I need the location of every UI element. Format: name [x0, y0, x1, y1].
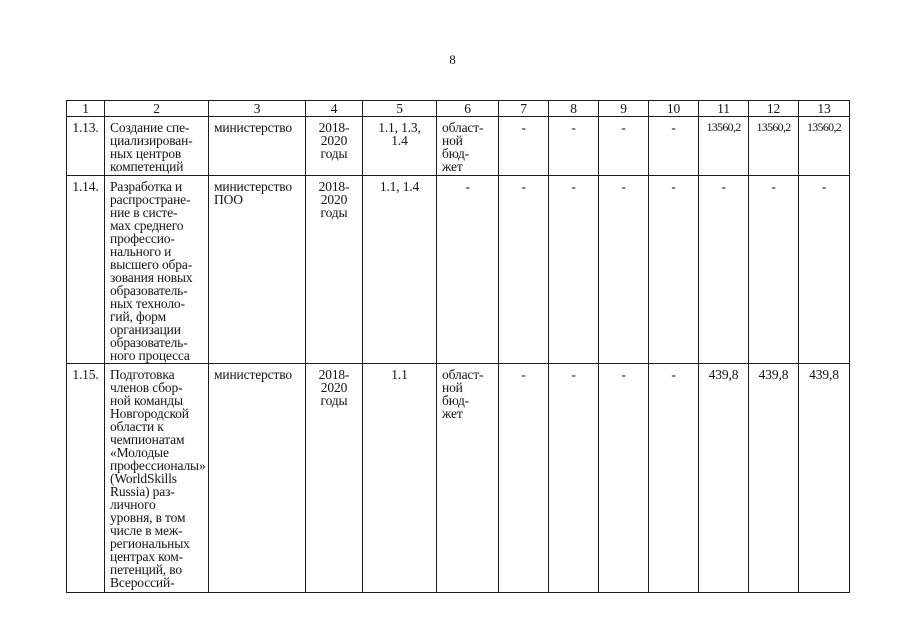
value-col-9: - — [599, 364, 649, 593]
executor: министерство — [209, 364, 306, 593]
header-col-2: 2 — [105, 101, 209, 117]
value-col-10: - — [649, 117, 699, 176]
value-col-10: - — [649, 364, 699, 593]
value-col-8: - — [549, 117, 599, 176]
value-col-11: 13560,2 — [699, 117, 749, 176]
indicators: 1.1, 1.4 — [363, 176, 437, 364]
header-row — [67, 101, 850, 117]
header-col-8: 8 — [549, 101, 599, 117]
table-row — [67, 176, 850, 364]
header-col-5: 5 — [363, 101, 437, 117]
activity-name: Подготовка членов сбор- ной команды Новгородской области к чемпионатам «Молодые профессионалы» (WorldSkills Russia) раз- личного уровня, в том числе в меж- региональных центрах ком- петенций, во Всероссий- — [105, 364, 209, 593]
header-col-7: 7 — [499, 101, 549, 117]
executor: министерство — [209, 117, 306, 176]
executor: министерство ПОО — [209, 176, 306, 364]
row-number: 1.13. — [67, 117, 105, 176]
activity-name: Создание спе- циализирован- ных центров компетенций — [105, 117, 209, 176]
header-col-1: 1 — [67, 101, 105, 117]
value-col-12: - — [749, 176, 799, 364]
header-col-9: 9 — [599, 101, 649, 117]
page-number: 8 — [449, 52, 456, 67]
funding-source: - — [437, 176, 499, 364]
funding-source: област- ной бюд- жет — [437, 117, 499, 176]
header-col-13: 13 — [799, 101, 850, 117]
value-col-13: 13560,2 — [799, 117, 850, 176]
indicators: 1.1 — [363, 364, 437, 593]
activity-name: Разработка и распростране- ние в систе- мах среднего профессио- нального и высшего обра- зования новых образователь- ных техноло- гий, форм организации образователь- ного процесса — [105, 176, 209, 364]
header-col-4: 4 — [306, 101, 363, 117]
value-col-7: - — [499, 364, 549, 593]
header-col-6: 6 — [437, 101, 499, 117]
value-col-8: - — [549, 176, 599, 364]
row-number: 1.14. — [67, 176, 105, 364]
period: 2018- 2020 годы — [306, 117, 363, 176]
row-number: 1.15. — [67, 364, 105, 593]
value-col-8: - — [549, 364, 599, 593]
header-col-12: 12 — [749, 101, 799, 117]
period: 2018- 2020 годы — [306, 364, 363, 593]
table-row — [67, 364, 850, 593]
table-row — [67, 117, 850, 176]
program-table — [66, 100, 850, 593]
header-col-10: 10 — [649, 101, 699, 117]
value-col-12: 439,8 — [749, 364, 799, 593]
value-col-10: - — [649, 176, 699, 364]
funding-source: област- ной бюд- жет — [437, 364, 499, 593]
value-col-11: 439,8 — [699, 364, 749, 593]
header-col-11: 11 — [699, 101, 749, 117]
value-col-7: - — [499, 176, 549, 364]
value-col-9: - — [599, 117, 649, 176]
value-col-7: - — [499, 117, 549, 176]
value-col-9: - — [599, 176, 649, 364]
value-col-13: 439,8 — [799, 364, 850, 593]
period: 2018- 2020 годы — [306, 176, 363, 364]
header-col-3: 3 — [209, 101, 306, 117]
value-col-13: - — [799, 176, 850, 364]
indicators: 1.1, 1.3, 1.4 — [363, 117, 437, 176]
value-col-11: - — [699, 176, 749, 364]
value-col-12: 13560,2 — [749, 117, 799, 176]
